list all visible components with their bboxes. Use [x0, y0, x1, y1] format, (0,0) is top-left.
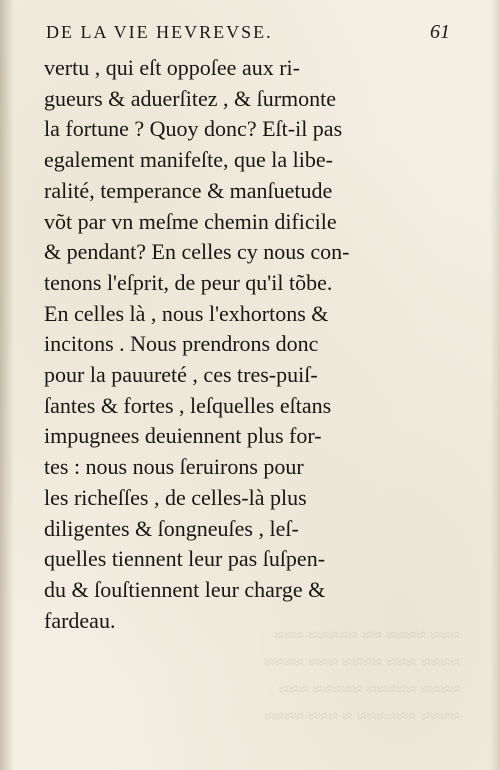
text-line: tenons l'eſprit, de peur qu'il tõbe. — [44, 269, 333, 295]
text-line: võt par vn meſme chemin dificile — [44, 208, 337, 234]
text-line: incitons . Nous prendrons donc — [44, 331, 319, 357]
text-line: gueurs & aduerſitez , & ſurmonte — [44, 85, 337, 111]
text-line: vertu , qui eſt oppoſee aux ri- — [44, 55, 300, 80]
body-text — [44, 53, 416, 636]
text-line: fardeau. — [44, 607, 116, 633]
text-line: En celles là , nous l'exhortons & — [44, 300, 329, 326]
text-line: quelles tiennent leur pas ſuſpen- — [44, 546, 326, 572]
text-line: & pendant? En celles cy nous con- — [44, 239, 350, 265]
text-line: ralité, temperance & manſuetude — [44, 177, 333, 203]
show-through-texture: ≈≈≈ ≈≈≈≈ ≈≈ ≈≈≈≈≈ ≈≈≈ ≈≈≈≈ ≈≈≈ ≈≈≈≈ ≈≈≈ ≈≈≈≈ ≈≈≈≈ ≈≈≈≈≈ ≈≈≈≈≈ ≈≈≈ ≈≈≈≈ ≈≈≈≈≈≈ ≈ ≈≈≈ ≈≈≈≈ — [264, 625, 460, 726]
page-number: 61 — [430, 21, 450, 43]
text-line: du & ſouſtiennent leur charge & — [44, 576, 326, 602]
running-head: DE LA VIE HEVREVSE. — [46, 22, 273, 42]
text-line: egalement manifeſte, que la libe- — [44, 147, 333, 173]
text-line: diligentes & ſongneuſes , leſ- — [44, 515, 299, 541]
text-line: la fortune ? Quoy donc? Eſt-il pas — [44, 116, 343, 142]
text-line: tes : nous nous ſeruirons pour — [44, 454, 304, 480]
text-line: pour la pauureté , ces tres-puiſ- — [44, 362, 318, 388]
text-line: impugnees deuiennent plus for- — [44, 423, 322, 449]
text-line: ſantes & fortes , leſquelles eſtans — [44, 392, 332, 418]
text-line: les richeſſes , de celles-là plus — [44, 484, 307, 510]
